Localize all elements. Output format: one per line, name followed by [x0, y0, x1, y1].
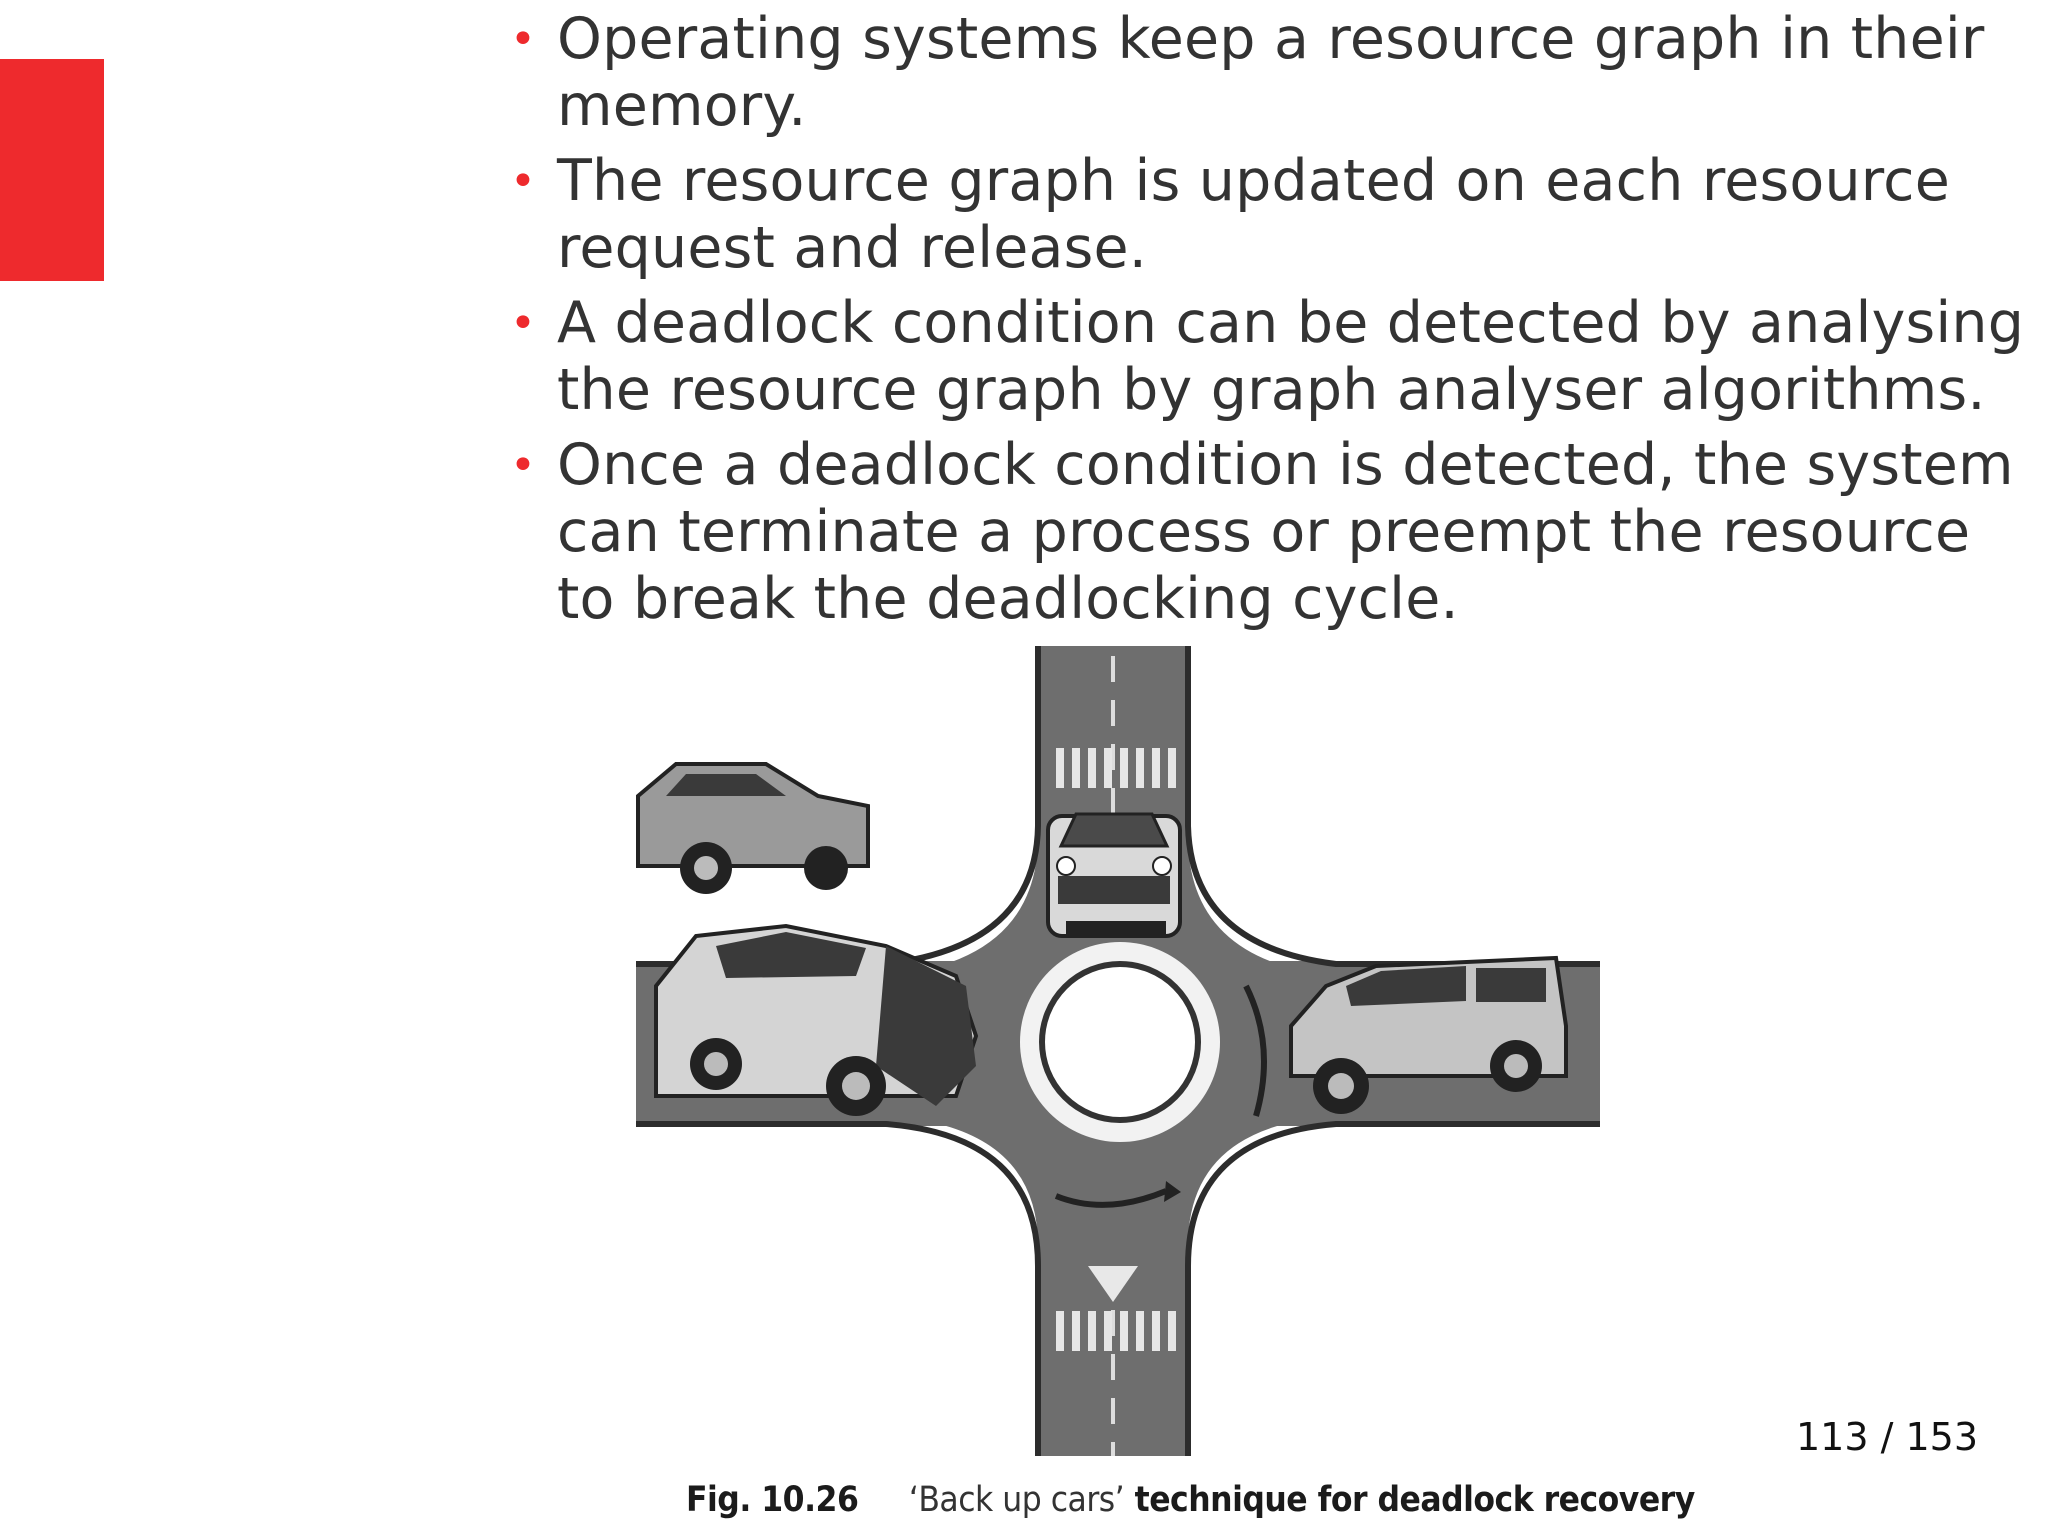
- road-edge: [636, 1124, 1038, 1456]
- bullet-marker: •: [510, 14, 537, 65]
- bullet-item: • A deadlock condition can be detected by analysing the resource graph by graph analyser algorithms.: [510, 290, 2025, 423]
- bullet-item: • Operating systems keep a resource graph in their memory.: [510, 6, 1985, 139]
- bullet-item: • Once a deadlock condition is detected, the system can terminate a process or preempt the resource to break the deadlocking cycle.: [510, 432, 2014, 632]
- bullet-list: [510, 6, 2046, 641]
- bullet-marker: •: [510, 298, 537, 349]
- roundabout-illustration: [636, 646, 1600, 1456]
- road-edge: [1188, 1124, 1600, 1456]
- bullet-item: • The resource graph is updated on each resource request and release.: [510, 148, 1950, 281]
- figure-number: Fig. 10.26: [686, 1480, 859, 1520]
- page-number: 113 / 153: [1796, 1415, 1979, 1459]
- road-edge: [1188, 646, 1600, 964]
- accent-bar: [0, 59, 104, 281]
- car-top: [1048, 814, 1180, 936]
- figure-caption: [686, 1480, 1695, 1520]
- bullet-marker: •: [510, 440, 537, 491]
- caption-quote: ‘Back up cars’: [908, 1480, 1125, 1520]
- roundabout-inner: [1042, 964, 1198, 1120]
- suv-left: [638, 764, 868, 894]
- bullet-marker: •: [510, 156, 537, 207]
- caption-text: technique for deadlock recovery: [1134, 1480, 1695, 1520]
